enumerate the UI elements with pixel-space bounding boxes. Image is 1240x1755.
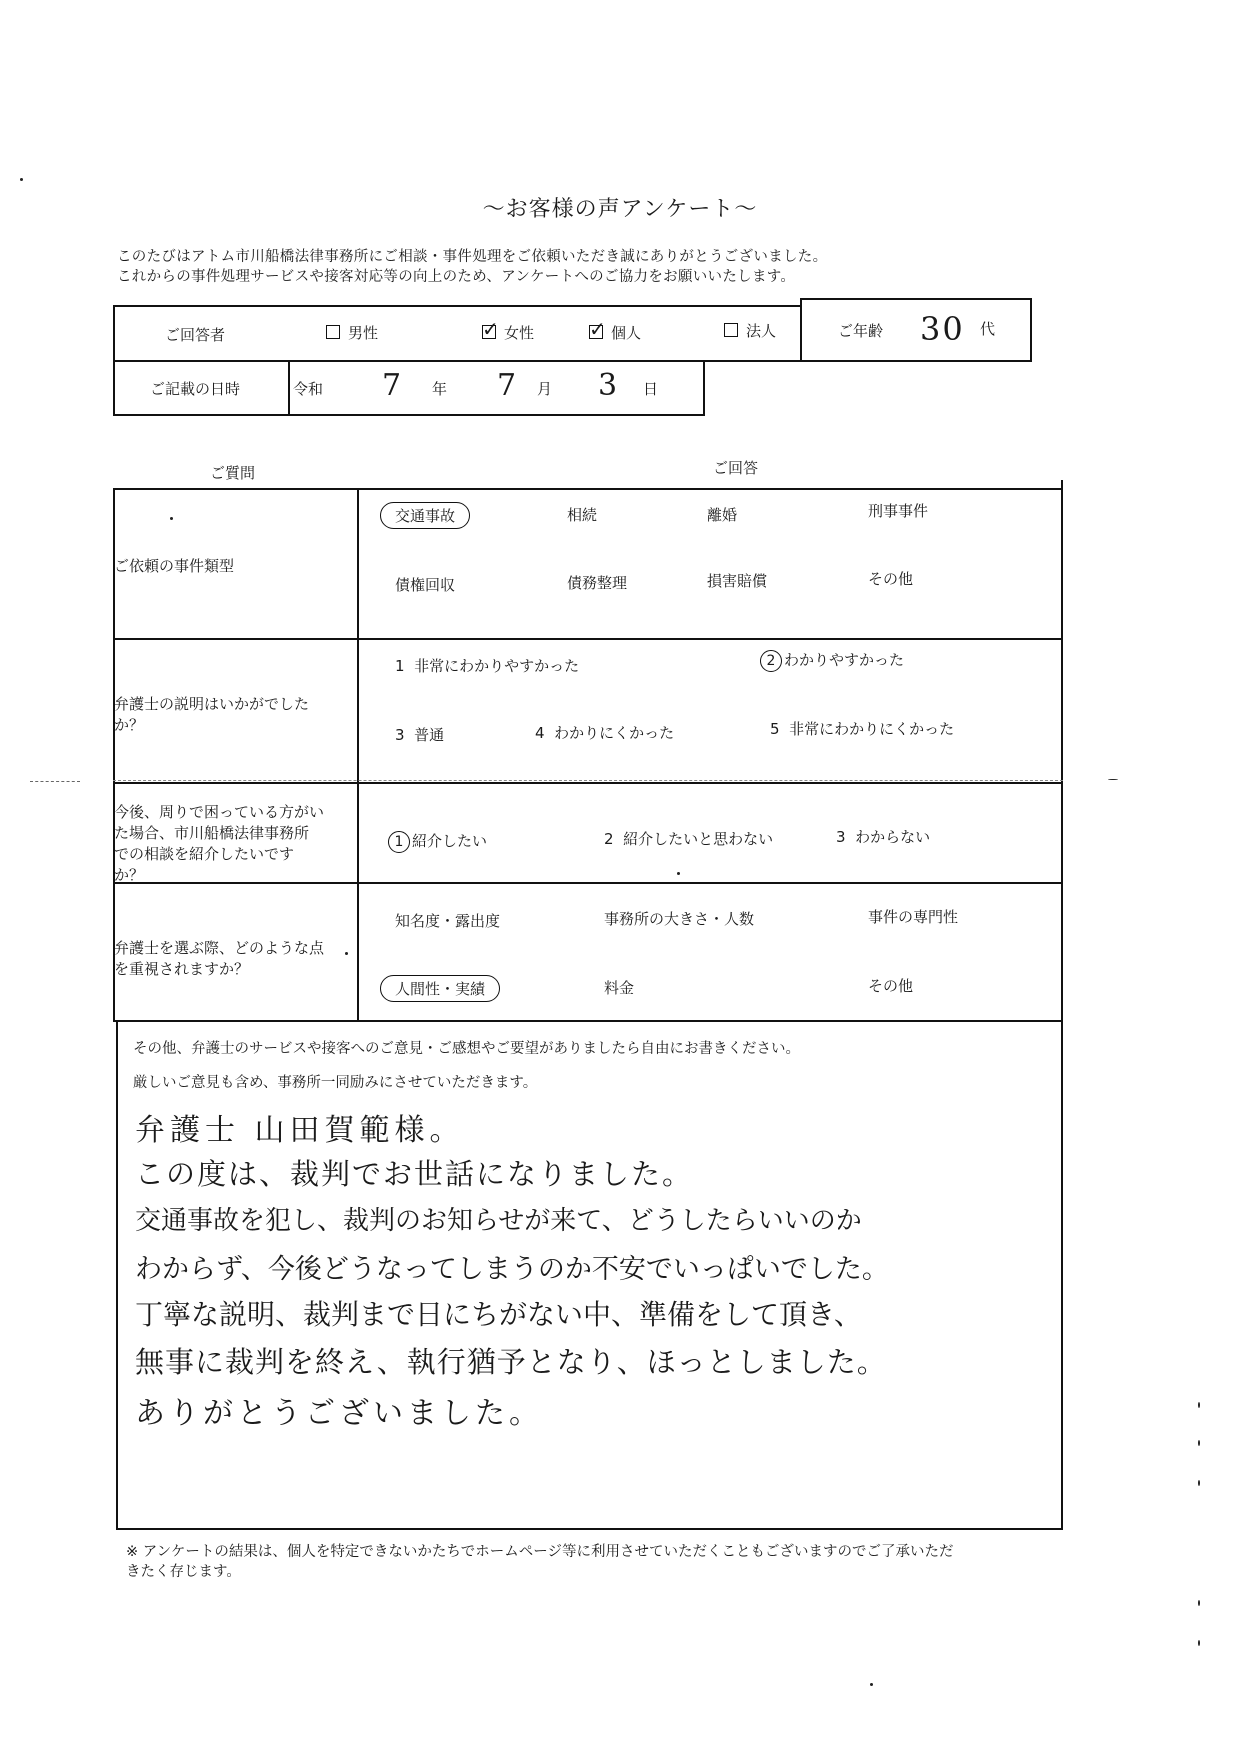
female-option[interactable] [482, 322, 534, 343]
q2-option-5-text: 非常にわかりにくかった [789, 720, 955, 738]
q2-option-3-num: 3 [395, 726, 405, 744]
respondent-label: ご回答者 [165, 326, 226, 344]
corporation-checkbox[interactable] [724, 323, 738, 337]
date-month-unit: 月 [537, 380, 553, 398]
q2-option-4-num: 4 [535, 724, 545, 742]
date-era: 令和 [293, 380, 324, 398]
q2-question-line-1: 弁護士の説明はいかがでした [114, 695, 310, 713]
q4-option-specialty[interactable]: 事件の専門性 [868, 908, 959, 926]
male-checkbox[interactable] [326, 325, 340, 339]
q2-question-line-2: か？ [114, 716, 145, 734]
q1-option-inheritance[interactable]: 相続 [567, 506, 598, 524]
q3-question-line-3: での相談を紹介したいです [114, 845, 295, 863]
comment-line-6: 無事に裁判を終え、執行猶予となり、ほっとしました。 [135, 1345, 887, 1379]
q1-option-debt-collection[interactable]: 債権回収 [395, 576, 456, 594]
q1-option-traffic-accident[interactable]: 交通事故 [380, 502, 470, 529]
corporation-label: 法人 [746, 322, 777, 340]
age-label: ご年齢 [838, 322, 884, 340]
q2-option-4[interactable] [535, 722, 674, 743]
comment-line-4: わからず、今後どうなってしまうのか不安でいっぱいでした。 [135, 1254, 889, 1285]
q4-question-line-1: 弁護士を選ぶ際、どのような点 [114, 939, 325, 957]
male-option[interactable] [326, 322, 378, 343]
q3-question-line-2: た場合、市川船橋法律事務所 [114, 824, 310, 842]
q3-question-line-4: か？ [114, 866, 145, 884]
q4-option-recognition[interactable]: 知名度・露出度 [395, 912, 501, 930]
q4-option-character[interactable]: 人間性・実績 [380, 975, 500, 1002]
intro-line-2: これからの事件処理サービスや接客対応等の向上のため、アンケートへのご協力をお願いいたします。 [117, 269, 796, 285]
comment-line-3: 交通事故を犯し、裁判のお知らせが来て、どうしたらいいのか [135, 1206, 862, 1236]
q4-option-other[interactable]: その他 [868, 977, 914, 995]
q2-option-3[interactable] [395, 724, 444, 745]
female-checkbox[interactable] [482, 325, 496, 339]
survey-title: 〜お客様の声アンケート〜 [482, 197, 758, 222]
q3-option-1-text: 紹介したい [412, 832, 488, 850]
comment-line-2: この度は、裁判でお世話になりました。 [135, 1157, 694, 1191]
q2-option-1-text: 非常にわかりやすかった [414, 657, 580, 675]
q2-option-3-text: 普通 [414, 726, 445, 744]
age-value[interactable]: 30 [920, 310, 965, 348]
comment-line-7: ありがとうございました。 [135, 1396, 543, 1431]
comment-line-1: 弁護士 山田賀範様。 [135, 1113, 465, 1148]
male-label: 男性 [348, 324, 379, 342]
q2-option-2-text: わかりやすかった [784, 651, 905, 669]
corporation-option[interactable] [724, 320, 776, 341]
q3-option-3-num: 3 [836, 828, 846, 846]
q3-option-3[interactable] [836, 826, 930, 847]
comments-prompt-line-1: その他、弁護士のサービスや接客へのご意見・ご感想やご要望がありましたら自由にお書きください。 [133, 1041, 800, 1057]
answer-column-header: ご回答 [713, 459, 759, 477]
age-suffix: 代 [980, 320, 996, 338]
q2-option-2-num: 2 [760, 650, 782, 672]
date-month-value[interactable]: 7 [497, 368, 519, 403]
q2-option-5[interactable] [770, 718, 954, 739]
q4-question-line-2: を重視されますか？ [114, 960, 250, 978]
q2-option-2[interactable] [760, 649, 904, 672]
footer-note-line-2: きたく存じます。 [126, 1564, 241, 1580]
q2-option-5-num: 5 [770, 720, 780, 738]
q3-option-3-text: わからない [855, 828, 931, 846]
comment-line-5: 丁寧な説明、裁判まで日にちがない中、準備をして頂き、 [135, 1298, 862, 1331]
date-year-value[interactable]: 7 [382, 368, 404, 403]
date-label: ご記載の日時 [150, 380, 241, 398]
date-year-unit: 年 [432, 380, 448, 398]
q2-option-1[interactable] [395, 655, 579, 676]
intro-line-1: このたびはアトム市川船橋法律事務所にご相談・事件処理をご依頼いただき誠にありがとうございました。 [117, 249, 828, 265]
q3-option-2[interactable] [604, 828, 773, 849]
date-day-value[interactable]: 3 [598, 368, 620, 403]
q3-question-line-1: 今後、周りで困っている方がい [114, 803, 325, 821]
q1-option-debt-consolidation[interactable]: 債務整理 [567, 574, 628, 592]
q1-option-divorce[interactable]: 離婚 [707, 506, 738, 524]
q3-option-1-num: 1 [388, 831, 410, 853]
individual-option[interactable] [589, 322, 641, 343]
female-label: 女性 [504, 324, 535, 342]
individual-checkbox[interactable] [589, 325, 603, 339]
q4-option-office-size[interactable]: 事務所の大きさ・人数 [604, 910, 755, 928]
q1-option-criminal[interactable]: 刑事事件 [868, 502, 929, 520]
q3-option-2-text: 紹介したいと思わない [623, 830, 774, 848]
question-column-header: ご質問 [210, 464, 256, 482]
q3-option-2-num: 2 [604, 830, 614, 848]
q1-question: ご依頼の事件類型 [114, 557, 235, 575]
q1-option-damages[interactable]: 損害賠償 [707, 572, 768, 590]
footer-note-line-1: ※ アンケートの結果は、個人を特定できないかたちでホームページ等に利用させていただくこともございますのでご了承いただ [126, 1544, 954, 1560]
date-day-unit: 日 [643, 380, 659, 398]
q1-option-other[interactable]: その他 [868, 570, 914, 588]
individual-label: 個人 [611, 324, 642, 342]
q2-option-4-text: わかりにくかった [554, 724, 675, 742]
q4-option-fee[interactable]: 料金 [604, 979, 635, 997]
q2-option-1-num: 1 [395, 657, 405, 675]
q3-option-1[interactable] [388, 830, 487, 853]
comments-prompt-line-2: 厳しいご意見も含め、事務所一同励みにさせていただきます。 [133, 1075, 538, 1091]
